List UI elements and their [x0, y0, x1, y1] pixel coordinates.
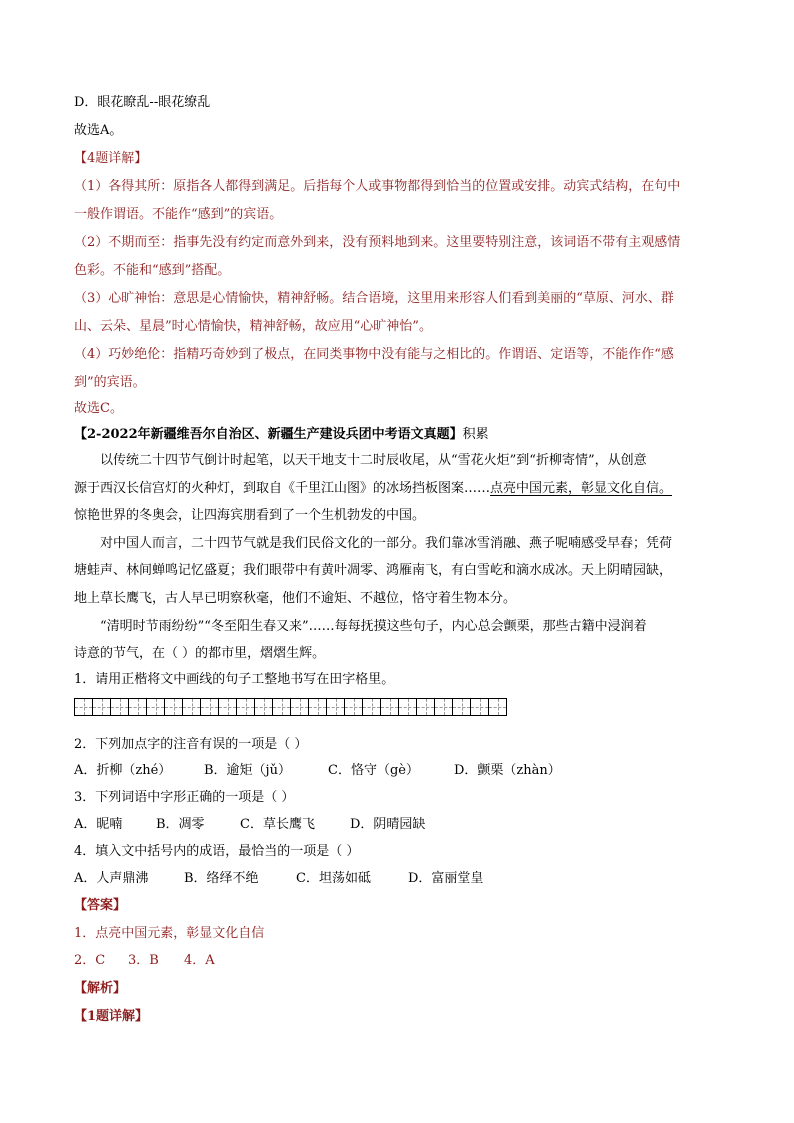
grid-cell: [93, 698, 111, 716]
grid-cell: [399, 698, 417, 716]
text-para3-line-b: 诗意的节气，在（ ）的都市里，熠熠生辉。: [74, 646, 326, 661]
grid-cell: [75, 698, 93, 716]
question-2-options: [74, 762, 674, 780]
source-heading: [74, 426, 489, 444]
detail-3-line-a: （3）心旷神怡：意思是心情愉快，精神舒畅。结合语境，这里用来形容人们看到美丽的“草原、河水、群: [74, 291, 674, 306]
q2-option-d: D．颤栗（zhàn）: [454, 763, 561, 778]
answer-3: 3．B: [128, 953, 159, 968]
answer-select-c: 故选C。: [74, 401, 123, 416]
q3-option-b: B．凋零: [156, 817, 205, 832]
grid-cell: [147, 698, 165, 716]
grid-cell: [111, 698, 129, 716]
detail-3-line-b: 山、云朵、星晨”时心情愉快，精神舒畅，故应用“心旷神怡”。: [74, 319, 432, 334]
grid-cell: [435, 698, 453, 716]
answer-2-4: [74, 952, 374, 970]
q3-option-a: A．昵喃: [74, 817, 123, 832]
q2-option-b: B．逾矩（jǔ）: [204, 763, 291, 778]
q4-option-d: D．富丽堂皇: [408, 871, 484, 886]
grid-cell: [453, 698, 471, 716]
text-para3-line-a: “清明时节雨纷纷”“冬至阳生春又来”……每每抚摸这些句子，内心总会颤栗，那些古籍中浸润着: [100, 619, 647, 634]
analysis-heading: 【解析】: [74, 981, 127, 996]
grid-cell: [183, 698, 201, 716]
q3-option-c: C．草长鹰飞: [240, 817, 315, 832]
detail-1-line-a: （1）各得其所：原指各人都得到满足。后指每个人或事物都得到恰当的位置或安排。动宾式结构，在句中: [74, 179, 681, 194]
text-para2-line-c: 地上草长鹰飞，古人早已明察秋毫，他们不逾矩、不越位，恪守着生物本分。: [74, 591, 517, 606]
answer-2: 2．C: [74, 953, 106, 968]
grid-cell: [363, 698, 381, 716]
grid-cell: [165, 698, 183, 716]
q4-option-a: A．人声鼎沸: [74, 871, 149, 886]
detail-1-line-b: 一般作谓语。不能作“感到”的宾语。: [74, 207, 283, 222]
text-para1-pre: 源于西汉长信宫灯的火种灯，到取自《千里江山图》的冰场挡板图案……: [74, 481, 491, 496]
grid-cell: [237, 698, 255, 716]
grid-cell: [471, 698, 489, 716]
q4-option-c: C．坦荡如砥: [296, 871, 371, 886]
grid-cell: [309, 698, 327, 716]
detail-2-line-a: （2）不期而至：指事先没有约定而意外到来，没有预料地到来。这里要特别注意，该词语不带有主观感情: [74, 235, 681, 250]
source-title: 【2-2022年新疆维吾尔自治区、新疆生产建设兵团中考语文真题】: [74, 427, 463, 442]
text-para1-line-a: 以传统二十四节气倒计时起笔，以天干地支十二时辰收尾，从“雪花火炬”到“折柳寄情”，从创意: [100, 453, 647, 468]
question-1: 1．请用正楷将文中画线的句子工整地书写在田字格里。: [74, 672, 395, 687]
source-tag: 积累: [462, 427, 489, 442]
grid-cell: [273, 698, 291, 716]
section-heading-4: 【4题详解】: [74, 151, 148, 166]
grid-cell: [345, 698, 363, 716]
q2-option-a: A．折柳（zhé）: [74, 763, 172, 778]
q4-option-b: B．络绎不绝: [184, 871, 259, 886]
text-para1-line-b: [74, 480, 672, 498]
grid-cell: [291, 698, 309, 716]
grid-cell: [201, 698, 219, 716]
question-3-options: [74, 816, 674, 834]
q3-option-d: D．阴晴园缺: [350, 817, 426, 832]
detail-4-line-b: 到”的宾语。: [74, 375, 146, 390]
grid-cell: [327, 698, 345, 716]
grid-cell: [417, 698, 435, 716]
q2-option-c: C．恪守（gè）: [328, 763, 419, 778]
option-d-line: D．眼花瞭乱--眼花缭乱: [74, 95, 211, 110]
section-heading-1: 【1题详解】: [74, 1009, 149, 1024]
underlined-sentence: 点亮中国元素，彰显文化自信。: [490, 481, 673, 496]
question-4: 4．填入文中括号内的成语，最恰当的一项是（ ）: [74, 844, 360, 859]
answer-select-a: 故选A。: [74, 123, 123, 138]
text-para1-line-c: 惊艳世界的冬奥会，让四海宾朋看到了一个生机勃发的中国。: [74, 508, 426, 523]
answer-heading: 【答案】: [74, 898, 127, 913]
grid-cell: [489, 698, 507, 716]
grid-cell: [381, 698, 399, 716]
question-2: 2．下列加点字的注音有误的一项是（ ）: [74, 737, 308, 752]
question-3: 3．下列词语中字形正确的一项是（ ）: [74, 790, 295, 805]
answer-4: 4．A: [184, 953, 215, 968]
question-4-options: [74, 870, 674, 888]
answer-1: 1．点亮中国元素，彰显文化自信: [74, 926, 265, 941]
grid-cell: [129, 698, 147, 716]
text-para2-line-b: 塘蛙声、林间蝉鸣记忆盛夏；我们眼带中有黄叶凋零、鸿雁南飞，有白雪屹和滴水成冰。天上阴晴园缺，: [74, 563, 673, 578]
text-para2-line-a: 对中国人而言，二十四节气就是我们民俗文化的一部分。我们靠冰雪消融、燕子呢喃感受早春；凭荷: [100, 536, 673, 551]
detail-2-line-b: 色彩。不能和“感到”搭配。: [74, 263, 231, 278]
detail-4-line-a: （4）巧妙绝伦：指精巧奇妙到了极点，在同类事物中没有能与之相比的。作谓语、定语等，不能作作“感: [74, 347, 674, 362]
grid-cell: [255, 698, 273, 716]
writing-grid: [74, 698, 507, 716]
grid-cell: [219, 698, 237, 716]
